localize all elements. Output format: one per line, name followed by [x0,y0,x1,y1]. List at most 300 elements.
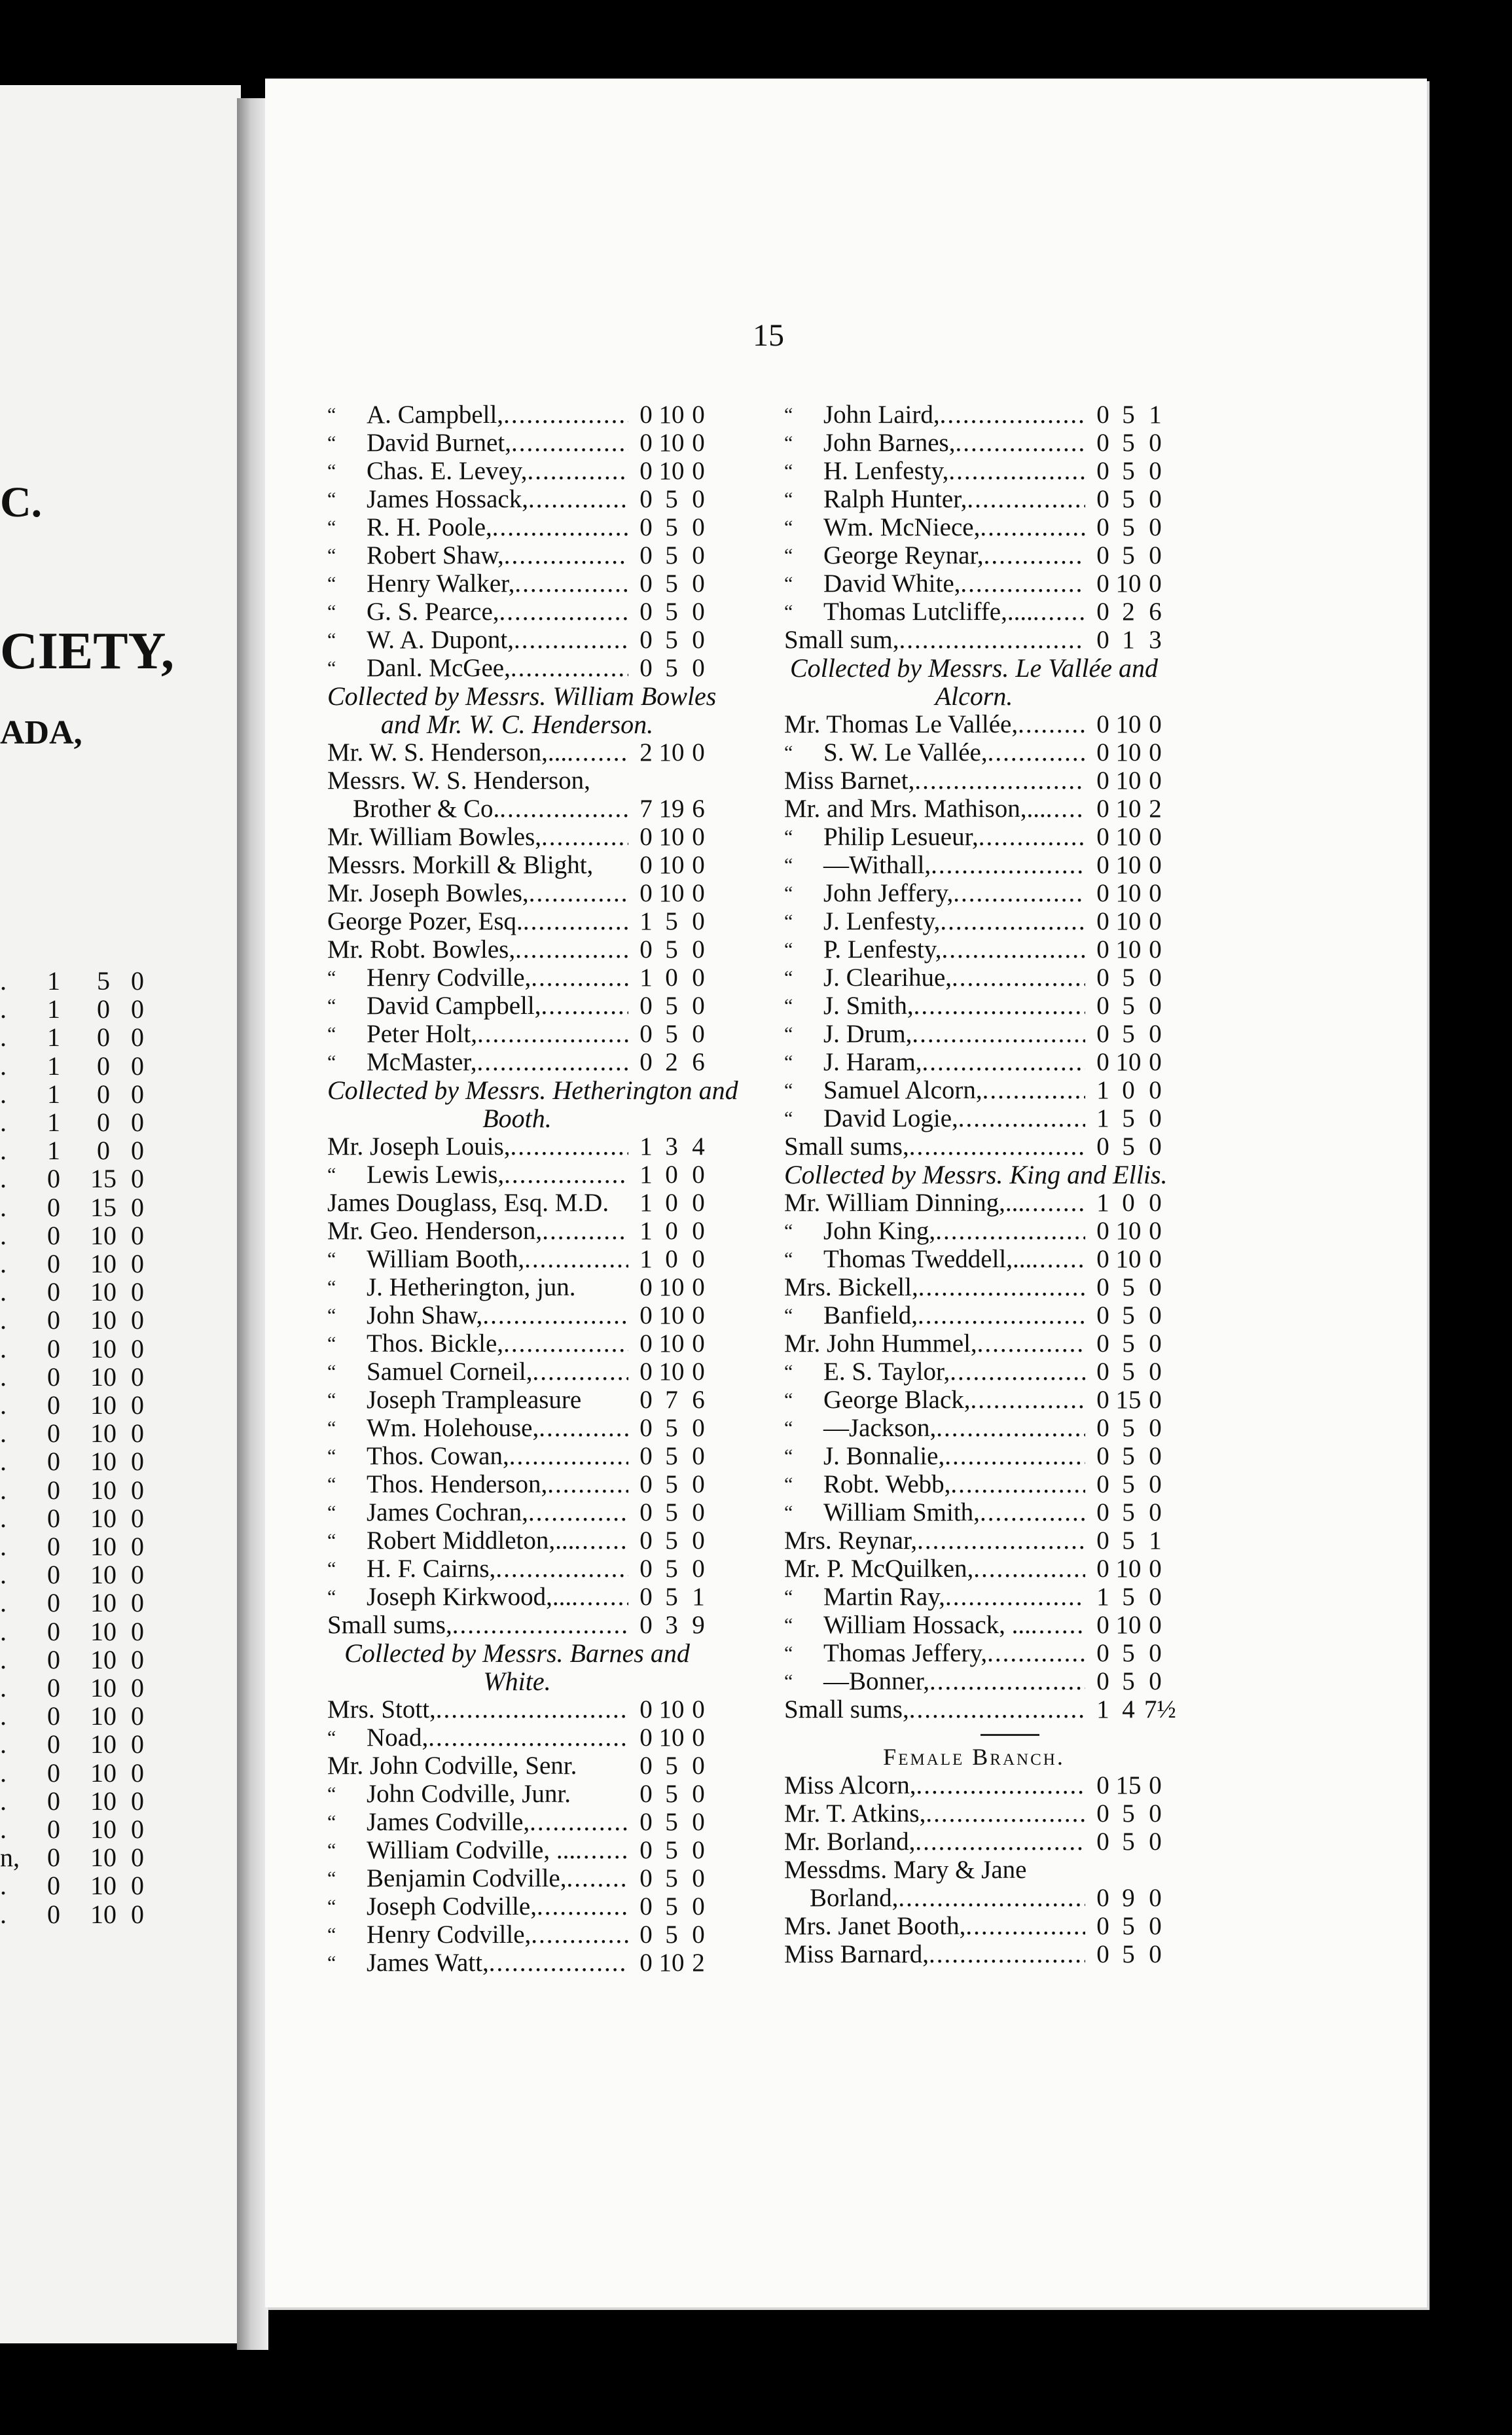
subscriber-name: Mrs. Reynar, [784,1526,918,1555]
amount-pounds: 0 [639,1723,653,1752]
facing-page-amount: 0 [97,1022,110,1053]
dot-leader [503,1329,628,1358]
subscriber-name: Mr. P. McQuilken, [784,1555,974,1583]
subscriber-name-cell [327,401,628,429]
subscriber-name-cell [327,1780,628,1808]
dot-leader [977,1329,1085,1358]
subscriber-row [784,879,1164,907]
amount-pence: 0 [1149,485,1162,513]
amount-pounds: 0 [1096,401,1109,429]
subscriber-name-cell [327,1695,628,1723]
amount-pounds: 0 [1096,1771,1109,1799]
subscriber-name: Mr. W. S. Henderson,... [327,738,567,767]
amount-shillings: 10 [1115,1555,1142,1583]
subscriber-name-cell [327,1358,628,1386]
amount-shillings: 10 [658,851,685,879]
amount-pounds: 0 [1096,513,1109,541]
facing-page-row [0,1333,241,1362]
amount-pence: 0 [692,1695,705,1723]
subscriber-name-cell [784,1104,1085,1132]
subscriber-row [327,1611,707,1639]
facing-page-row-fragment: . [0,1108,7,1137]
subscriber-name: Mr. Borland, [784,1828,916,1856]
amount-shillings: 7 [665,1386,678,1414]
subscriber-row [784,1611,1164,1639]
amount-shillings: 10 [658,1949,685,1977]
amount-pence: 0 [692,1020,705,1048]
facing-page-heading-2: CIETY, [0,622,175,680]
amount-pence: 0 [1149,935,1162,964]
subscriber-name-cell [327,1752,628,1780]
facing-page-row [0,1616,241,1644]
amount-pence: 0 [1149,1555,1162,1583]
amount-pence: 6 [692,795,705,823]
subscriber-name: “ J. Haram, [784,1048,922,1076]
dot-leader [958,1104,1085,1132]
subscriber-row [784,1470,1164,1498]
facing-page-amount: 0 [47,1588,60,1618]
amount-shillings: 10 [1115,907,1142,935]
amount-pence: 0 [1149,1828,1162,1856]
amount-pounds: 0 [639,1301,653,1329]
subscriber-row [784,457,1164,485]
amount-pence: 0 [1149,1799,1162,1828]
dot-leader [965,1912,1085,1940]
dot-leader [945,1442,1085,1470]
facing-page-row-fragment: . [0,1786,7,1816]
facing-page-amount: 0 [47,1758,60,1788]
facing-page-row-fragment: . [0,1051,7,1081]
facing-page-row [0,1870,241,1901]
amount-shillings: 5 [665,907,678,935]
subscriber-row [327,457,707,485]
facing-page-amount: 0 [47,1871,60,1901]
subscriber-row [784,1076,1164,1104]
amount-shillings: 5 [665,626,678,654]
amount-pounds: 0 [639,401,653,429]
amount-pounds: 0 [1096,1245,1109,1273]
amount-shillings: 10 [658,1723,685,1752]
subscriber-row [784,738,1164,767]
amount-pounds: 0 [1096,1442,1109,1470]
subscriber-name-cell [327,1723,628,1752]
amount-shillings: 5 [1122,1667,1135,1695]
subscriber-name: “ William Smith, [784,1498,980,1526]
amount-pounds: 0 [639,429,653,457]
dot-leader [542,1217,628,1245]
subscriber-row [327,541,707,569]
subscriber-name: Mr. William Bowles, [327,823,542,851]
subscriber-row [784,1695,1176,1723]
facing-page-amount: 0 [47,1277,60,1307]
facing-page-amount: 10 [90,1673,117,1703]
subscriber-name: “ George Reynar, [784,541,984,569]
facing-page-row [0,1503,241,1531]
amount-shillings: 10 [658,1695,685,1723]
facing-page-row-fragment: . [0,1164,7,1194]
amount-pence: 0 [692,1752,705,1780]
amount-shillings: 10 [1115,823,1142,851]
amount-pence: 0 [692,541,705,569]
subscriber-row [784,1273,1164,1301]
amount-pounds: 0 [1096,485,1109,513]
subscriber-name-cell [784,598,1085,626]
subscriber-name: “ Benjamin Codville, [327,1864,566,1892]
facing-page-amount: 1 [47,994,60,1024]
facing-page-row [0,1559,241,1590]
dot-leader [1033,598,1085,626]
amount-shillings: 5 [665,1808,678,1836]
facing-page-row-fragment: n, [0,1843,20,1873]
dot-leader [529,879,628,907]
amount-shillings: 5 [665,1780,678,1808]
subscriber-name: “ —Jackson, [784,1414,936,1442]
facing-page-amount: 0 [131,1673,144,1703]
amount-shillings: 5 [665,1864,678,1892]
amount-shillings: 5 [665,992,678,1020]
subscriber-name: “ Thos. Cowan, [327,1442,509,1470]
facing-page-amount: 0 [47,1786,60,1816]
facing-page-amount: 0 [47,1673,60,1703]
subscriber-name-cell [327,1949,628,1977]
subscriber-row [784,1104,1164,1132]
dot-leader [504,1161,628,1189]
subscriber-name-cell [327,1161,628,1189]
facing-page-amount: 1 [47,1079,60,1109]
amount-pence: 0 [692,1161,705,1189]
amount-pounds: 0 [1096,964,1109,992]
subscriber-row [327,401,707,429]
facing-page-row [0,1899,241,1927]
dot-leader [593,851,628,879]
facing-page-row-fragment: . [0,1192,7,1222]
amount-pounds: 0 [639,1358,653,1386]
amount-pence: 0 [692,1555,705,1583]
subscriber-row [327,1414,707,1442]
amount-pence: 0 [1149,1301,1162,1329]
amount-shillings: 5 [665,569,678,598]
facing-page-row [0,1248,241,1276]
amount-shillings: 5 [1122,485,1135,513]
subscriber-row [327,1864,707,1892]
subscriber-name: “ Noad, [327,1723,428,1752]
facing-page-row-fragment: . [0,1418,7,1449]
facing-page-row-fragment: . [0,1079,7,1109]
dot-leader [979,823,1085,851]
amount-pounds: 0 [1096,823,1109,851]
subscriber-name: Miss Alcorn, [784,1771,916,1799]
facing-page-amount: 10 [90,1305,117,1335]
subscriber-name: Mr. John Codville, Senr. [327,1752,577,1780]
subscriber-name-cell [784,1076,1085,1104]
amount-pounds: 0 [639,1892,653,1921]
facing-page-row [0,1362,241,1390]
amount-shillings: 10 [1115,1217,1142,1245]
facing-page-row [0,1135,241,1166]
facing-page-row [0,1475,241,1503]
dot-leader [482,1301,628,1329]
subscriber-row [784,626,1164,654]
facing-page-row-fragment: . [0,1588,7,1618]
facing-page-amount: 10 [90,1814,117,1844]
amount-pence: 0 [692,1864,705,1892]
amount-shillings: 5 [665,598,678,626]
subscriber-row [784,1442,1164,1470]
subscriber-name: Miss Barnard, [784,1940,929,1968]
subscriber-name-cell [327,1892,628,1921]
amount-shillings: 5 [1122,1132,1135,1161]
amount-pence: 1 [1149,401,1162,429]
subscriber-name: Mr. Geo. Henderson, [327,1217,543,1245]
amount-pounds: 0 [639,1780,653,1808]
subscriber-name: “ Samuel Alcorn, [784,1076,982,1104]
subscriber-name-cell [327,1132,628,1161]
facing-page-row [0,1786,241,1814]
subscriber-name: “ —Bonner, [784,1667,929,1695]
dot-leader [940,907,1085,935]
amount-pounds: 0 [639,1583,653,1611]
subscriber-row [784,485,1164,513]
subscriber-name: “ McMaster, [327,1048,477,1076]
amount-shillings: 5 [665,1555,678,1583]
facing-page-amount: 0 [47,1701,60,1731]
subscriber-name-cell [784,1358,1085,1386]
amount-shillings: 2 [1122,598,1135,626]
dot-leader [931,851,1085,879]
subscriber-row [784,1329,1164,1358]
dot-leader [955,429,1085,457]
amount-pounds: 0 [1096,907,1109,935]
amount-pence: 0 [692,654,705,682]
amount-pounds: 0 [639,1386,653,1414]
subscriber-name-cell [784,1884,1085,1912]
amount-pounds: 0 [1096,1799,1109,1828]
facing-page-row [0,1842,241,1873]
facing-page-amount: 0 [131,1560,144,1590]
facing-page-amount: 0 [131,1022,144,1053]
subscriber-name-cell [784,569,1085,598]
subscriber-name: Mrs. Janet Booth, [784,1912,966,1940]
facing-page-row [0,1729,241,1757]
amount-shillings: 0 [665,964,678,992]
amount-shillings: 5 [665,1836,678,1864]
facing-page-amount: 10 [90,1447,117,1477]
subscriber-name-cell [784,767,1085,795]
subscriber-row [327,513,707,541]
amount-pence: 0 [692,1723,705,1752]
facing-page-amount: 0 [47,1729,60,1759]
facing-page-row [0,1814,241,1842]
facing-page-row-fragment: . [0,1447,7,1477]
subscriber-name-cell [784,429,1085,457]
subscriber-row [784,795,1164,823]
subscriber-name: “ Robt. Webb, [784,1470,950,1498]
amount-pence: 0 [1149,1386,1162,1414]
amount-pence: 0 [692,964,705,992]
facing-page-amount: 0 [47,1644,60,1674]
amount-shillings: 5 [1122,401,1135,429]
facing-page-amount: 0 [97,1136,110,1166]
dot-leader [514,626,628,654]
collector-heading: Alcorn. [935,681,1013,711]
dot-leader [967,485,1085,513]
facing-page-row [0,1390,241,1418]
amount-shillings: 5 [1122,1301,1135,1329]
facing-page-amount: 10 [90,1390,117,1420]
subscriber-name-cell [327,1020,628,1048]
amount-pounds: 0 [1096,1414,1109,1442]
subscriber-name-cell [784,1442,1085,1470]
subscriber-name: “ John King, [784,1217,935,1245]
dot-leader [898,1884,1085,1912]
subscriber-name: “ Ralph Hunter, [784,485,967,513]
amount-pounds: 0 [1096,935,1109,964]
amount-pence: 0 [692,1245,705,1273]
amount-pounds: 0 [639,485,653,513]
dot-leader [953,879,1085,907]
amount-shillings: 5 [1122,1329,1135,1358]
facing-page-amount: 0 [47,1503,60,1533]
subscriber-name: James Douglass, Esq. M.D. [327,1189,609,1217]
subscriber-name: Mr. Joseph Bowles, [327,879,529,907]
subscriber-row [327,1329,707,1358]
amount-pounds: 0 [639,992,653,1020]
subscriber-name: “ George Black, [784,1386,971,1414]
dot-leader [571,1780,628,1808]
section-title: Female Branch. [883,1744,1065,1770]
dot-leader [489,1949,628,1977]
amount-pence: 0 [692,569,705,598]
subscriber-name: “ James Cochran, [327,1498,528,1526]
dot-leader [499,598,628,626]
amount-pounds: 1 [639,964,653,992]
subscriber-name-cell [784,964,1085,992]
amount-shillings: 5 [1122,992,1135,1020]
facing-page-row-fragment: . [0,1136,7,1166]
subscriber-row [784,767,1164,795]
amount-pounds: 1 [639,907,653,935]
amount-pence: 6 [1149,598,1162,626]
amount-pence: 0 [692,626,705,654]
subscriber-row [784,401,1164,429]
subscriber-name-cell [327,1386,628,1414]
subscriber-row [327,1752,707,1780]
dot-leader [1046,795,1085,823]
subscriber-name-cell [784,851,1085,879]
amount-pence: 0 [692,823,705,851]
facing-page-amount: 0 [131,1136,144,1166]
subscriber-name-cell [784,1695,1085,1723]
subscriber-name: “ H. F. Cairns, [327,1555,495,1583]
facing-page-row-fragment: . [0,1362,7,1392]
amount-pence: 0 [692,1780,705,1808]
amount-pence: 0 [692,1442,705,1470]
dot-leader [940,401,1085,429]
subscriber-name: “ Thomas Tweddell,... [784,1245,1032,1273]
facing-page-row [0,1672,241,1701]
facing-page-amount: 0 [131,1249,144,1278]
amount-pounds: 0 [639,1752,653,1780]
dot-leader [909,1132,1085,1161]
dot-leader [609,1189,628,1217]
amount-pounds: 0 [639,879,653,907]
subscriber-name-cell [327,1836,628,1864]
amount-shillings: 10 [1115,879,1142,907]
subscriber-name-cell [784,1245,1085,1273]
amount-pence: 0 [692,429,705,457]
amount-pounds: 0 [1096,1639,1109,1667]
dot-leader [899,626,1085,654]
amount-shillings: 10 [658,1273,685,1301]
amount-pence: 2 [692,1949,705,1977]
amount-pounds: 0 [1096,767,1109,795]
subscriber-row [327,1245,707,1273]
amount-pence: 0 [1149,569,1162,598]
dot-leader [935,1217,1085,1245]
subscriber-row [327,935,707,964]
facing-page-amount: 0 [47,1164,60,1194]
subscriber-name: “ Henry Codville, [327,964,531,992]
dot-leader [912,1020,1085,1048]
subscriber-name-cell [784,1301,1085,1329]
facing-page-row [0,1418,241,1449]
subscriber-name: “ Joseph Codville, [327,1892,537,1921]
book-gutter [237,98,268,2350]
subscriber-row [327,907,707,935]
facing-page-amount: 0 [47,1532,60,1561]
amount-shillings: 10 [1115,738,1142,767]
facing-page-row [0,1022,241,1053]
subscriber-name: “ John Barnes, [784,429,955,457]
subscriber-name: “ William Codville, ... [327,1836,575,1864]
amount-pence: 0 [692,1470,705,1498]
dot-leader [926,1799,1085,1828]
subscriber-row [327,851,707,879]
amount-pounds: 0 [1096,541,1109,569]
facing-page-row-fragment: . [0,1390,7,1420]
subscriber-name-cell [784,1189,1085,1217]
amount-pence: 0 [1149,1217,1162,1245]
facing-page-amount: 0 [131,1475,144,1505]
facing-page-amount: 0 [131,1220,144,1250]
subscriber-name: “ Henry Codville, [327,1921,531,1949]
amount-shillings: 5 [1122,1828,1135,1856]
amount-pence: 0 [692,1808,705,1836]
subscriber-name-cell [327,513,628,541]
subscriber-row [327,1358,707,1386]
subscriber-name: George Pozer, Esq. [327,907,523,935]
facing-page-row-fragment: . [0,1022,7,1053]
facing-page-amount: 10 [90,1532,117,1561]
facing-page-row-fragment: . [0,1475,7,1505]
subscriber-name: Mr. T. Atkins, [784,1799,926,1828]
facing-page-amount: 10 [90,1899,117,1929]
subscriber-name-cell [327,1808,628,1836]
facing-page-amount: 0 [97,1079,110,1109]
amount-pounds: 0 [1096,1329,1109,1358]
facing-page-amount: 0 [131,1108,144,1137]
facing-page-row-fragment: . [0,1616,7,1646]
subscriber-row [784,1884,1164,1912]
dot-leader [909,1695,1085,1723]
facing-page-amount: 0 [131,1503,144,1533]
dot-leader [1031,1611,1085,1639]
amount-pounds: 0 [639,1329,653,1358]
amount-shillings: 10 [1115,569,1142,598]
amount-shillings: 10 [658,457,685,485]
amount-pence: 0 [692,598,705,626]
facing-page-amount: 10 [90,1588,117,1618]
